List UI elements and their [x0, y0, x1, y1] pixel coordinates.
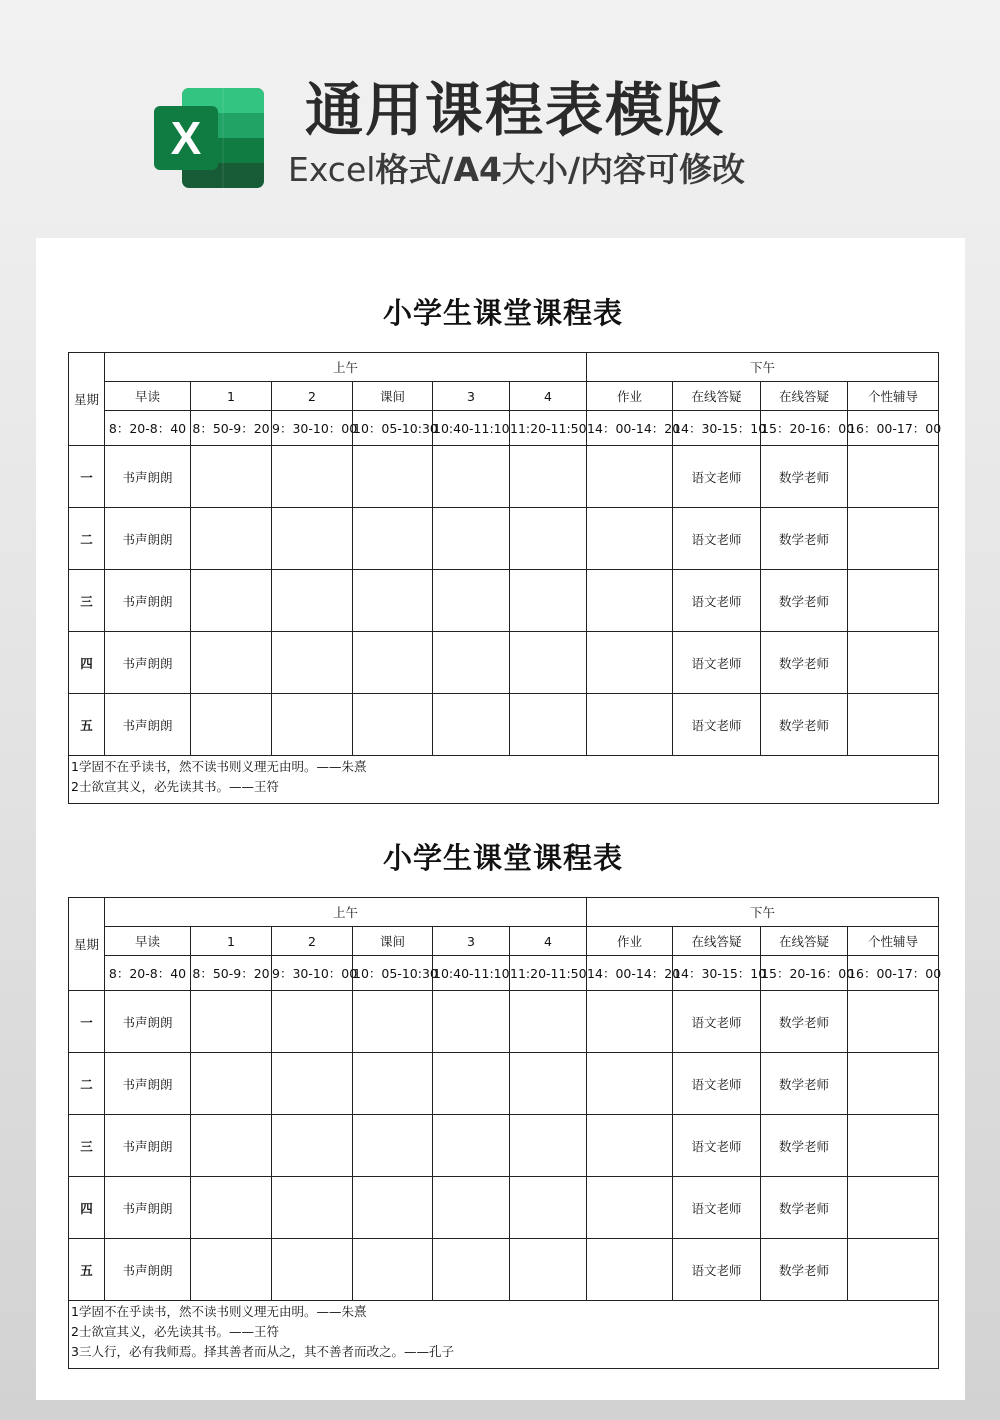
- quote-row: [69, 1301, 939, 1369]
- time-header: 9：30-10：00: [272, 956, 353, 991]
- time-header: 15：20-16：00: [761, 956, 848, 991]
- time-header: 8：20-8：40: [105, 411, 191, 446]
- day-label: 二: [69, 1053, 105, 1115]
- header-row-period: [69, 382, 939, 411]
- schedule-cell[interactable]: [510, 1115, 587, 1177]
- weekday-header: 星期: [69, 898, 105, 991]
- period-header: 作业: [587, 382, 673, 411]
- schedule-cell[interactable]: [848, 1177, 939, 1239]
- time-header: 16：00-17：00: [848, 411, 939, 446]
- schedule-cell[interactable]: 语文老师: [673, 1053, 761, 1115]
- schedule-cell[interactable]: 书声朗朗: [105, 1239, 191, 1301]
- day-row: [69, 508, 939, 570]
- schedule-cell[interactable]: [191, 1053, 272, 1115]
- schedule-title: 小学生课堂课程表: [382, 296, 623, 330]
- schedule-cell[interactable]: [848, 1115, 939, 1177]
- period-header: 个性辅导: [848, 382, 939, 411]
- period-header: 4: [510, 382, 587, 411]
- schedule-cell[interactable]: 书声朗朗: [105, 508, 191, 570]
- schedule-cell[interactable]: 数学老师: [761, 570, 848, 632]
- schedule-cell[interactable]: [433, 632, 510, 694]
- schedule-cell[interactable]: [191, 1239, 272, 1301]
- period-header: 3: [433, 927, 510, 956]
- schedule-cell[interactable]: [510, 694, 587, 756]
- period-header: 课间: [353, 927, 433, 956]
- schedule-cell[interactable]: [848, 1239, 939, 1301]
- schedule-cell[interactable]: 数学老师: [761, 694, 848, 756]
- day-row: [69, 1115, 939, 1177]
- schedule-cell[interactable]: [510, 570, 587, 632]
- time-header: 15：20-16：00: [761, 411, 848, 446]
- schedule-cell[interactable]: 书声朗朗: [105, 1053, 191, 1115]
- schedule-cell[interactable]: 书声朗朗: [105, 632, 191, 694]
- schedule-cell[interactable]: 书声朗朗: [105, 570, 191, 632]
- schedule-cell[interactable]: [433, 508, 510, 570]
- period-header: 在线答疑: [673, 927, 761, 956]
- schedule-cell[interactable]: [353, 1239, 433, 1301]
- day-row: [69, 1239, 939, 1301]
- schedule-cell[interactable]: [433, 991, 510, 1053]
- schedule-cell[interactable]: [848, 694, 939, 756]
- day-row: [69, 1177, 939, 1239]
- time-header: 10：05-10:30: [353, 956, 433, 991]
- period-header: 1: [191, 382, 272, 411]
- schedule-cell[interactable]: 数学老师: [761, 1053, 848, 1115]
- period-header: 3: [433, 382, 510, 411]
- day-label: 五: [69, 1239, 105, 1301]
- period-header: 早读: [105, 927, 191, 956]
- banner-title: 通用课程表模版: [305, 76, 726, 144]
- schedule-sheet-2: [68, 823, 942, 1369]
- schedule-cell[interactable]: [587, 991, 673, 1053]
- quote-line: 1学固不在乎读书，然不读书则义理无由明。——朱熹: [71, 1304, 367, 1319]
- schedule-cell[interactable]: 语文老师: [673, 991, 761, 1053]
- day-label: 五: [69, 694, 105, 756]
- schedule-cell[interactable]: 数学老师: [761, 446, 848, 508]
- schedule-cell[interactable]: [272, 1177, 353, 1239]
- excel-logo-letter: X: [170, 112, 202, 164]
- schedule-cell[interactable]: [272, 508, 353, 570]
- schedule-cell[interactable]: 书声朗朗: [105, 991, 191, 1053]
- schedule-cell[interactable]: [353, 991, 433, 1053]
- schedule-cell[interactable]: [191, 508, 272, 570]
- period-header: 4: [510, 927, 587, 956]
- schedule-cell[interactable]: [272, 570, 353, 632]
- period-header: 2: [272, 382, 353, 411]
- header-banner: [0, 0, 1000, 238]
- time-header: 14：30-15：10: [673, 956, 761, 991]
- schedule-cell[interactable]: [433, 570, 510, 632]
- time-header: 16：00-17：00: [848, 956, 939, 991]
- schedule-cell[interactable]: 语文老师: [673, 694, 761, 756]
- schedule-cell[interactable]: 语文老师: [673, 1177, 761, 1239]
- schedule-cell[interactable]: [353, 632, 433, 694]
- header-row-time: [69, 956, 939, 991]
- header-row-time: [69, 411, 939, 446]
- schedule-cell[interactable]: 书声朗朗: [105, 694, 191, 756]
- time-header: 9：30-10：00: [272, 411, 353, 446]
- schedule-cell[interactable]: [272, 991, 353, 1053]
- banner-subtitle: [288, 148, 745, 192]
- schedule-cell[interactable]: [433, 1053, 510, 1115]
- schedule-cell[interactable]: [510, 446, 587, 508]
- schedule-cell[interactable]: [587, 570, 673, 632]
- period-header: 作业: [587, 927, 673, 956]
- schedule-cell[interactable]: [272, 1239, 353, 1301]
- schedule-cell[interactable]: [848, 1053, 939, 1115]
- schedule-cell[interactable]: [510, 632, 587, 694]
- schedule-cell[interactable]: [272, 694, 353, 756]
- time-header: 10:40-11:10: [433, 411, 510, 446]
- day-label: 一: [69, 446, 105, 508]
- schedule-cell[interactable]: [353, 1115, 433, 1177]
- schedule-cell[interactable]: [433, 446, 510, 508]
- pm-header: 下午: [587, 353, 939, 382]
- day-label: 三: [69, 570, 105, 632]
- schedule-cell[interactable]: [510, 991, 587, 1053]
- time-header: 14：00-14：20: [587, 956, 673, 991]
- schedule-cell[interactable]: [848, 632, 939, 694]
- schedule-cell[interactable]: 数学老师: [761, 991, 848, 1053]
- schedule-cell[interactable]: [353, 1053, 433, 1115]
- schedule-cell[interactable]: 语文老师: [673, 1239, 761, 1301]
- period-header: 在线答疑: [761, 927, 848, 956]
- schedule-cell[interactable]: 数学老师: [761, 1115, 848, 1177]
- day-label: 二: [69, 508, 105, 570]
- schedule-cell[interactable]: [848, 446, 939, 508]
- schedule-cell[interactable]: 数学老师: [761, 1177, 848, 1239]
- header-row-period: [69, 927, 939, 956]
- time-header: 10：05-10:30: [353, 411, 433, 446]
- banner-subtitle-prefix: Excel: [288, 150, 376, 189]
- paper-sheet: [36, 238, 965, 1400]
- banner-subtitle-rest: 格式/A4大小/内容可修改: [375, 150, 746, 189]
- schedule-cell[interactable]: [191, 446, 272, 508]
- schedule-cell[interactable]: [353, 508, 433, 570]
- time-header: 8：50-9：20: [191, 956, 272, 991]
- schedule-cell[interactable]: [353, 1177, 433, 1239]
- period-header: 2: [272, 927, 353, 956]
- time-header: 14：00-14：20: [587, 411, 673, 446]
- header-row-session: [69, 353, 939, 382]
- schedule-table: [68, 352, 942, 804]
- schedule-cell[interactable]: [272, 1053, 353, 1115]
- quote-line: 3三人行，必有我师焉。择其善者而从之，其不善者而改之。——孔子: [71, 1344, 454, 1359]
- header-row-session: [69, 898, 939, 927]
- day-row: [69, 1053, 939, 1115]
- day-row: [69, 991, 939, 1053]
- am-header: 上午: [105, 898, 587, 927]
- schedule-cell[interactable]: [510, 1177, 587, 1239]
- schedule-cell[interactable]: [191, 570, 272, 632]
- schedule-cell[interactable]: [848, 991, 939, 1053]
- schedule-cell[interactable]: [587, 694, 673, 756]
- time-header: 11:20-11:50: [510, 956, 587, 991]
- time-header: 8：50-9：20: [191, 411, 272, 446]
- schedule-cell[interactable]: [353, 570, 433, 632]
- schedule-cell[interactable]: 语文老师: [673, 570, 761, 632]
- time-header: 14：30-15：10: [673, 411, 761, 446]
- schedule-cell[interactable]: [191, 632, 272, 694]
- schedule-cell[interactable]: [848, 508, 939, 570]
- excel-logo-icon: [154, 88, 264, 188]
- schedule-cell[interactable]: [510, 1053, 587, 1115]
- schedule-cell[interactable]: 数学老师: [761, 1239, 848, 1301]
- quote-line: 2士欲宣其义，必先读其书。——王符: [71, 779, 279, 794]
- schedule-cell[interactable]: [272, 632, 353, 694]
- schedule-cell[interactable]: [272, 1115, 353, 1177]
- schedule-cell[interactable]: [433, 1115, 510, 1177]
- quote-line: 1学固不在乎读书，然不读书则义理无由明。——朱熹: [71, 759, 367, 774]
- schedule-cell[interactable]: [587, 1177, 673, 1239]
- day-row: [69, 632, 939, 694]
- schedule-cell[interactable]: [587, 446, 673, 508]
- quote-cell: [69, 756, 939, 804]
- day-label: 三: [69, 1115, 105, 1177]
- schedule-cell[interactable]: [191, 1115, 272, 1177]
- schedule-cell[interactable]: [848, 570, 939, 632]
- quote-cell: [69, 1301, 939, 1369]
- schedule-table: [68, 897, 942, 1369]
- schedule-cell[interactable]: [510, 508, 587, 570]
- quote-line: 2士欲宣其义，必先读其书。——王符: [71, 1324, 279, 1339]
- schedule-cell[interactable]: 书声朗朗: [105, 1177, 191, 1239]
- period-header: 1: [191, 927, 272, 956]
- time-header: 8：20-8：40: [105, 956, 191, 991]
- schedule-cell[interactable]: [510, 1239, 587, 1301]
- schedule-cell[interactable]: [272, 446, 353, 508]
- schedule-cell[interactable]: 数学老师: [761, 632, 848, 694]
- period-header: 课间: [353, 382, 433, 411]
- pm-header: 下午: [587, 898, 939, 927]
- schedule-cell[interactable]: [587, 632, 673, 694]
- schedule-cell[interactable]: [353, 694, 433, 756]
- schedule-cell[interactable]: [191, 991, 272, 1053]
- period-header: 在线答疑: [673, 382, 761, 411]
- schedule-cell[interactable]: 书声朗朗: [105, 1115, 191, 1177]
- period-header: 早读: [105, 382, 191, 411]
- day-row: [69, 446, 939, 508]
- schedule-sheet-1: [68, 278, 942, 794]
- schedule-cell[interactable]: [587, 1239, 673, 1301]
- schedule-cell[interactable]: [191, 1177, 272, 1239]
- schedule-cell[interactable]: 语文老师: [673, 508, 761, 570]
- schedule-cell[interactable]: 数学老师: [761, 508, 848, 570]
- quote-row: [69, 756, 939, 804]
- schedule-cell[interactable]: [433, 694, 510, 756]
- schedule-cell[interactable]: [587, 508, 673, 570]
- schedule-cell[interactable]: 语文老师: [673, 1115, 761, 1177]
- am-header: 上午: [105, 353, 587, 382]
- time-header: 11:20-11:50: [510, 411, 587, 446]
- day-row: [69, 694, 939, 756]
- period-header: 在线答疑: [761, 382, 848, 411]
- schedule-cell[interactable]: [587, 1053, 673, 1115]
- day-label: 四: [69, 632, 105, 694]
- schedule-cell[interactable]: [353, 446, 433, 508]
- schedule-cell[interactable]: [433, 1177, 510, 1239]
- day-label: 一: [69, 991, 105, 1053]
- schedule-cell[interactable]: [191, 694, 272, 756]
- time-header: 10:40-11:10: [433, 956, 510, 991]
- day-label: 四: [69, 1177, 105, 1239]
- schedule-cell[interactable]: 语文老师: [673, 632, 761, 694]
- period-header: 个性辅导: [848, 927, 939, 956]
- schedule-cell[interactable]: 语文老师: [673, 446, 761, 508]
- schedule-cell[interactable]: [433, 1239, 510, 1301]
- schedule-cell[interactable]: [587, 1115, 673, 1177]
- schedule-title: 小学生课堂课程表: [382, 841, 623, 875]
- day-row: [69, 570, 939, 632]
- schedule-cell[interactable]: 书声朗朗: [105, 446, 191, 508]
- weekday-header: 星期: [69, 353, 105, 446]
